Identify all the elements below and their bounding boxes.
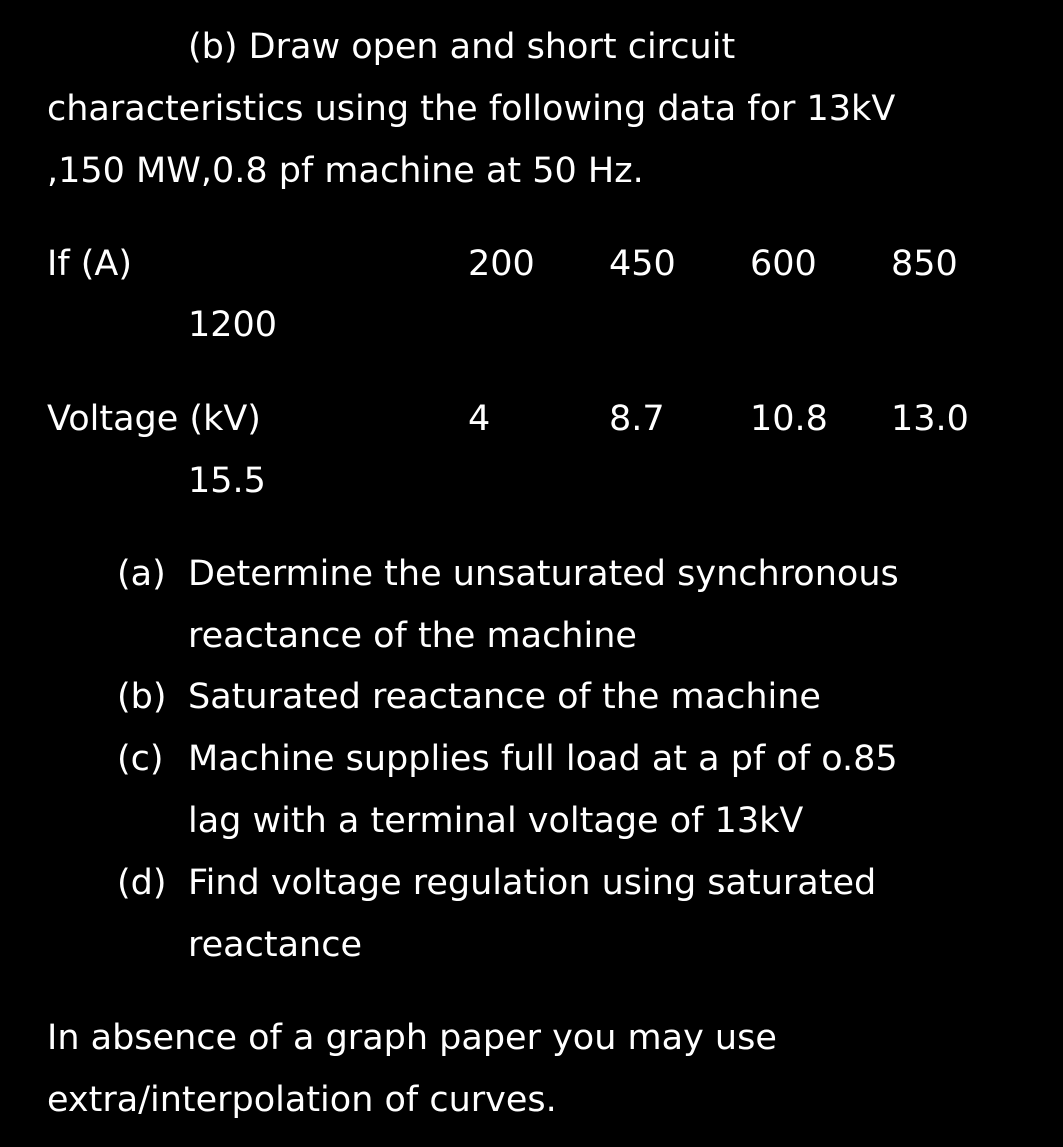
- voltage-value: 13.0: [891, 399, 969, 439]
- voltage-value: 8.7: [609, 399, 665, 439]
- question-marker: (a): [117, 554, 166, 594]
- question-marker: (b): [117, 677, 167, 717]
- voltage-value: 15.5: [188, 461, 266, 501]
- question-line: Find voltage regulation using saturated: [188, 863, 877, 903]
- if-value: 600: [750, 244, 817, 284]
- footer-line-2: extra/interpolation of curves.: [47, 1080, 557, 1120]
- if-value: 1200: [188, 305, 278, 345]
- if-value: 200: [468, 244, 535, 284]
- if-row-label: If (A): [47, 244, 133, 284]
- voltage-row-label: Voltage (kV): [47, 399, 261, 439]
- if-value: 450: [609, 244, 676, 284]
- if-value: 850: [891, 244, 958, 284]
- voltage-value: 10.8: [750, 399, 828, 439]
- question-marker: (d): [117, 863, 167, 903]
- question-line: lag with a terminal voltage of 13kV: [188, 801, 804, 841]
- intro-line-2: characteristics using the following data for 13kV: [47, 89, 896, 129]
- question-line: Saturated reactance of the machine: [188, 677, 821, 717]
- question-line: reactance of the machine: [188, 616, 637, 656]
- voltage-value: 4: [468, 399, 491, 439]
- question-line: Machine supplies full load at a pf of o.85: [188, 739, 898, 779]
- intro-line-3: ,150 MW,0.8 pf machine at 50 Hz.: [47, 151, 644, 191]
- intro-line-1: (b) Draw open and short circuit: [188, 27, 736, 67]
- footer-line-1: In absence of a graph paper you may use: [47, 1018, 777, 1058]
- question-marker: (c): [117, 739, 164, 779]
- question-line: reactance: [188, 925, 362, 965]
- question-line: Determine the unsaturated synchronous: [188, 554, 899, 594]
